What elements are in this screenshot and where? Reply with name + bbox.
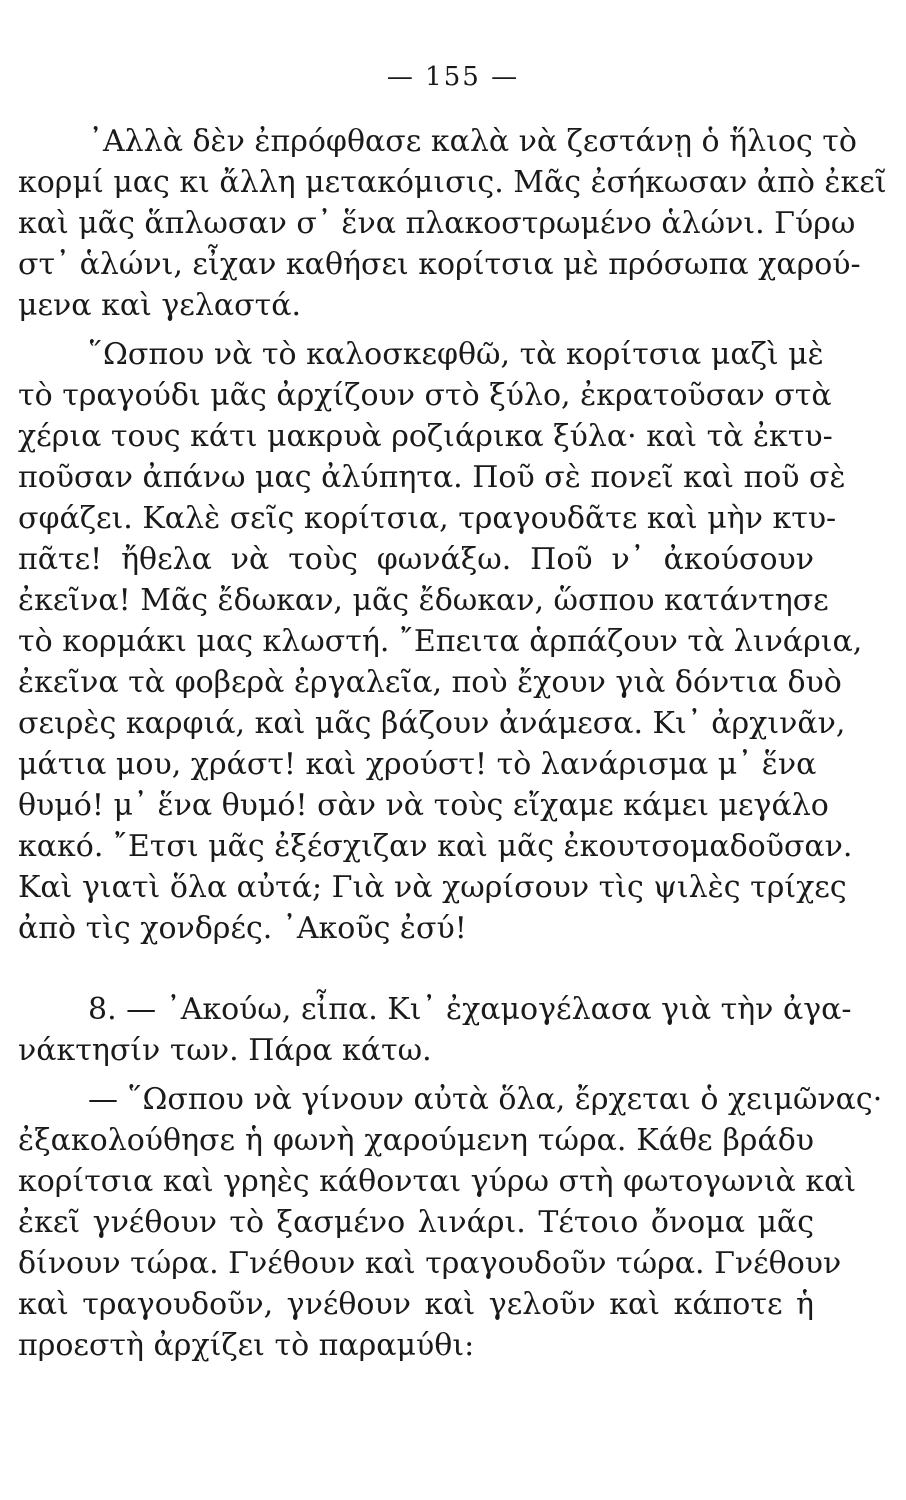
text-line: ποῦσαν ἀπάνω μας ἀλύπητα. Ποῦ σὲ πονεῖ καὶ ποῦ σὲ <box>18 460 846 495</box>
text-line: στ᾿ ἁλώνι, εἶχαν καθήσει κορίτσια μὲ πρόσωπα χαρού- <box>18 247 861 282</box>
text-line: καὶ τραγουδοῦν, γνέθουν καὶ γελοῦν καὶ κάποτε ἡ <box>18 1287 814 1322</box>
text-line: χέρια τους κάτι μακρυὰ ροζιάρικα ξύλα· καὶ τὰ ἐκτυ- <box>18 419 833 454</box>
text-line: μάτια μου, χράστ! καὶ χρούστ! τὸ λανάρισμα μ᾿ ἕνα <box>18 747 817 782</box>
text-line: μενα καὶ γελαστά. <box>18 288 301 323</box>
text-line: ἐκεῖνα! Μᾶς ἔδωκαν, μᾶς ἔδωκαν, ὥσπου κατάντησε <box>18 583 829 618</box>
page-number: — 155 — <box>386 62 520 92</box>
text-line: δίνουν τώρα. Γνέθουν καὶ τραγουδοῦν τώρα. Γνέθουν <box>18 1246 842 1281</box>
text-line: σειρὲς καρφιά, καὶ μᾶς βάζουν ἀνάμεσα. Κι᾿ ἀρχινᾶν, <box>18 706 846 741</box>
text-line: ἐκεῖ γνέθουν τὸ ξασμένο λινάρι. Τέτοιο ὄνομα μᾶς <box>18 1205 814 1240</box>
text-line: ἀπὸ τὶς χονδρές. ᾿Ακοῦς ἐσύ! <box>18 911 467 946</box>
text-line: ἐκεῖνα τὰ φοβερὰ ἐργαλεῖα, ποὺ ἔχουν γιὰ δόντια δυὸ <box>18 665 842 700</box>
text-line: — ῞Ωσπου νὰ γίνουν αὐτὰ ὅλα, ἔρχεται ὁ χειμῶνας· <box>88 1082 883 1117</box>
text-line: κορίτσια καὶ γρηὲς κάθονται γύρω στὴ φωτογωνιὰ καὶ <box>18 1164 857 1199</box>
text-line: καὶ μᾶς ἅπλωσαν σ᾿ ἕνα πλακοστρωμένο ἁλώνι. Γύρω <box>18 206 856 241</box>
text-line: προεστὴ ἀρχίζει τὸ παραμύθι: <box>18 1328 475 1363</box>
text-line: κορμί μας κι ἄλλη μετακόμισις. Μᾶς ἐσήκωσαν ἀπὸ ἐκεῖ <box>18 165 887 200</box>
text-line: κακό. ῎Ετσι μᾶς ἐξέσχιζαν καὶ μᾶς ἐκουτσομαδοῦσαν. <box>18 829 853 864</box>
text-line: πᾶτε! ἤθελα νὰ τοὺς φωνάξω. Ποῦ ν᾿ ἀκούσουν <box>18 542 814 577</box>
text-line: τὸ τραγούδι μᾶς ἀρχίζουν στὸ ξύλο, ἐκρατοῦσαν στὰ <box>18 378 832 413</box>
text-line: τὸ κορμάκι μας κλωστή. ῎Επειτα ἁρπάζουν τὰ λινάρια, <box>18 624 863 659</box>
text-line: ῞Ωσπου νὰ τὸ καλοσκεφθῶ, τὰ κορίτσια μαζὶ μὲ <box>88 337 824 372</box>
text-line: 8. — ᾿Ακούω, εἶπα. Κι᾿ ἐχαμογέλασα γιὰ τὴν ἀγα- <box>88 992 852 1027</box>
text-line: ᾿Αλλὰ δὲν ἐπρόφθασε καλὰ νὰ ζεστάνῃ ὁ ἥλιος τὸ <box>88 124 857 159</box>
text-line: Καὶ γιατὶ ὅλα αὐτά; Γιὰ νὰ χωρίσουν τὶς ψιλὲς τρίχες <box>18 870 847 905</box>
text-line: ἐξακολούθησε ἡ φωνὴ χαρούμενη τώρα. Κάθε βράδυ <box>18 1123 814 1158</box>
text-line: νάκτησίν των. Πάρα κάτω. <box>18 1033 432 1068</box>
text-line: θυμό! μ᾿ ἕνα θυμό! σὰν νὰ τοὺς εἴχαμε κάμει μεγάλο <box>18 788 829 823</box>
text-line: σφάζει. Καλὲ σεῖς κορίτσια, τραγουδᾶτε καὶ μὴν κτυ- <box>18 501 837 536</box>
